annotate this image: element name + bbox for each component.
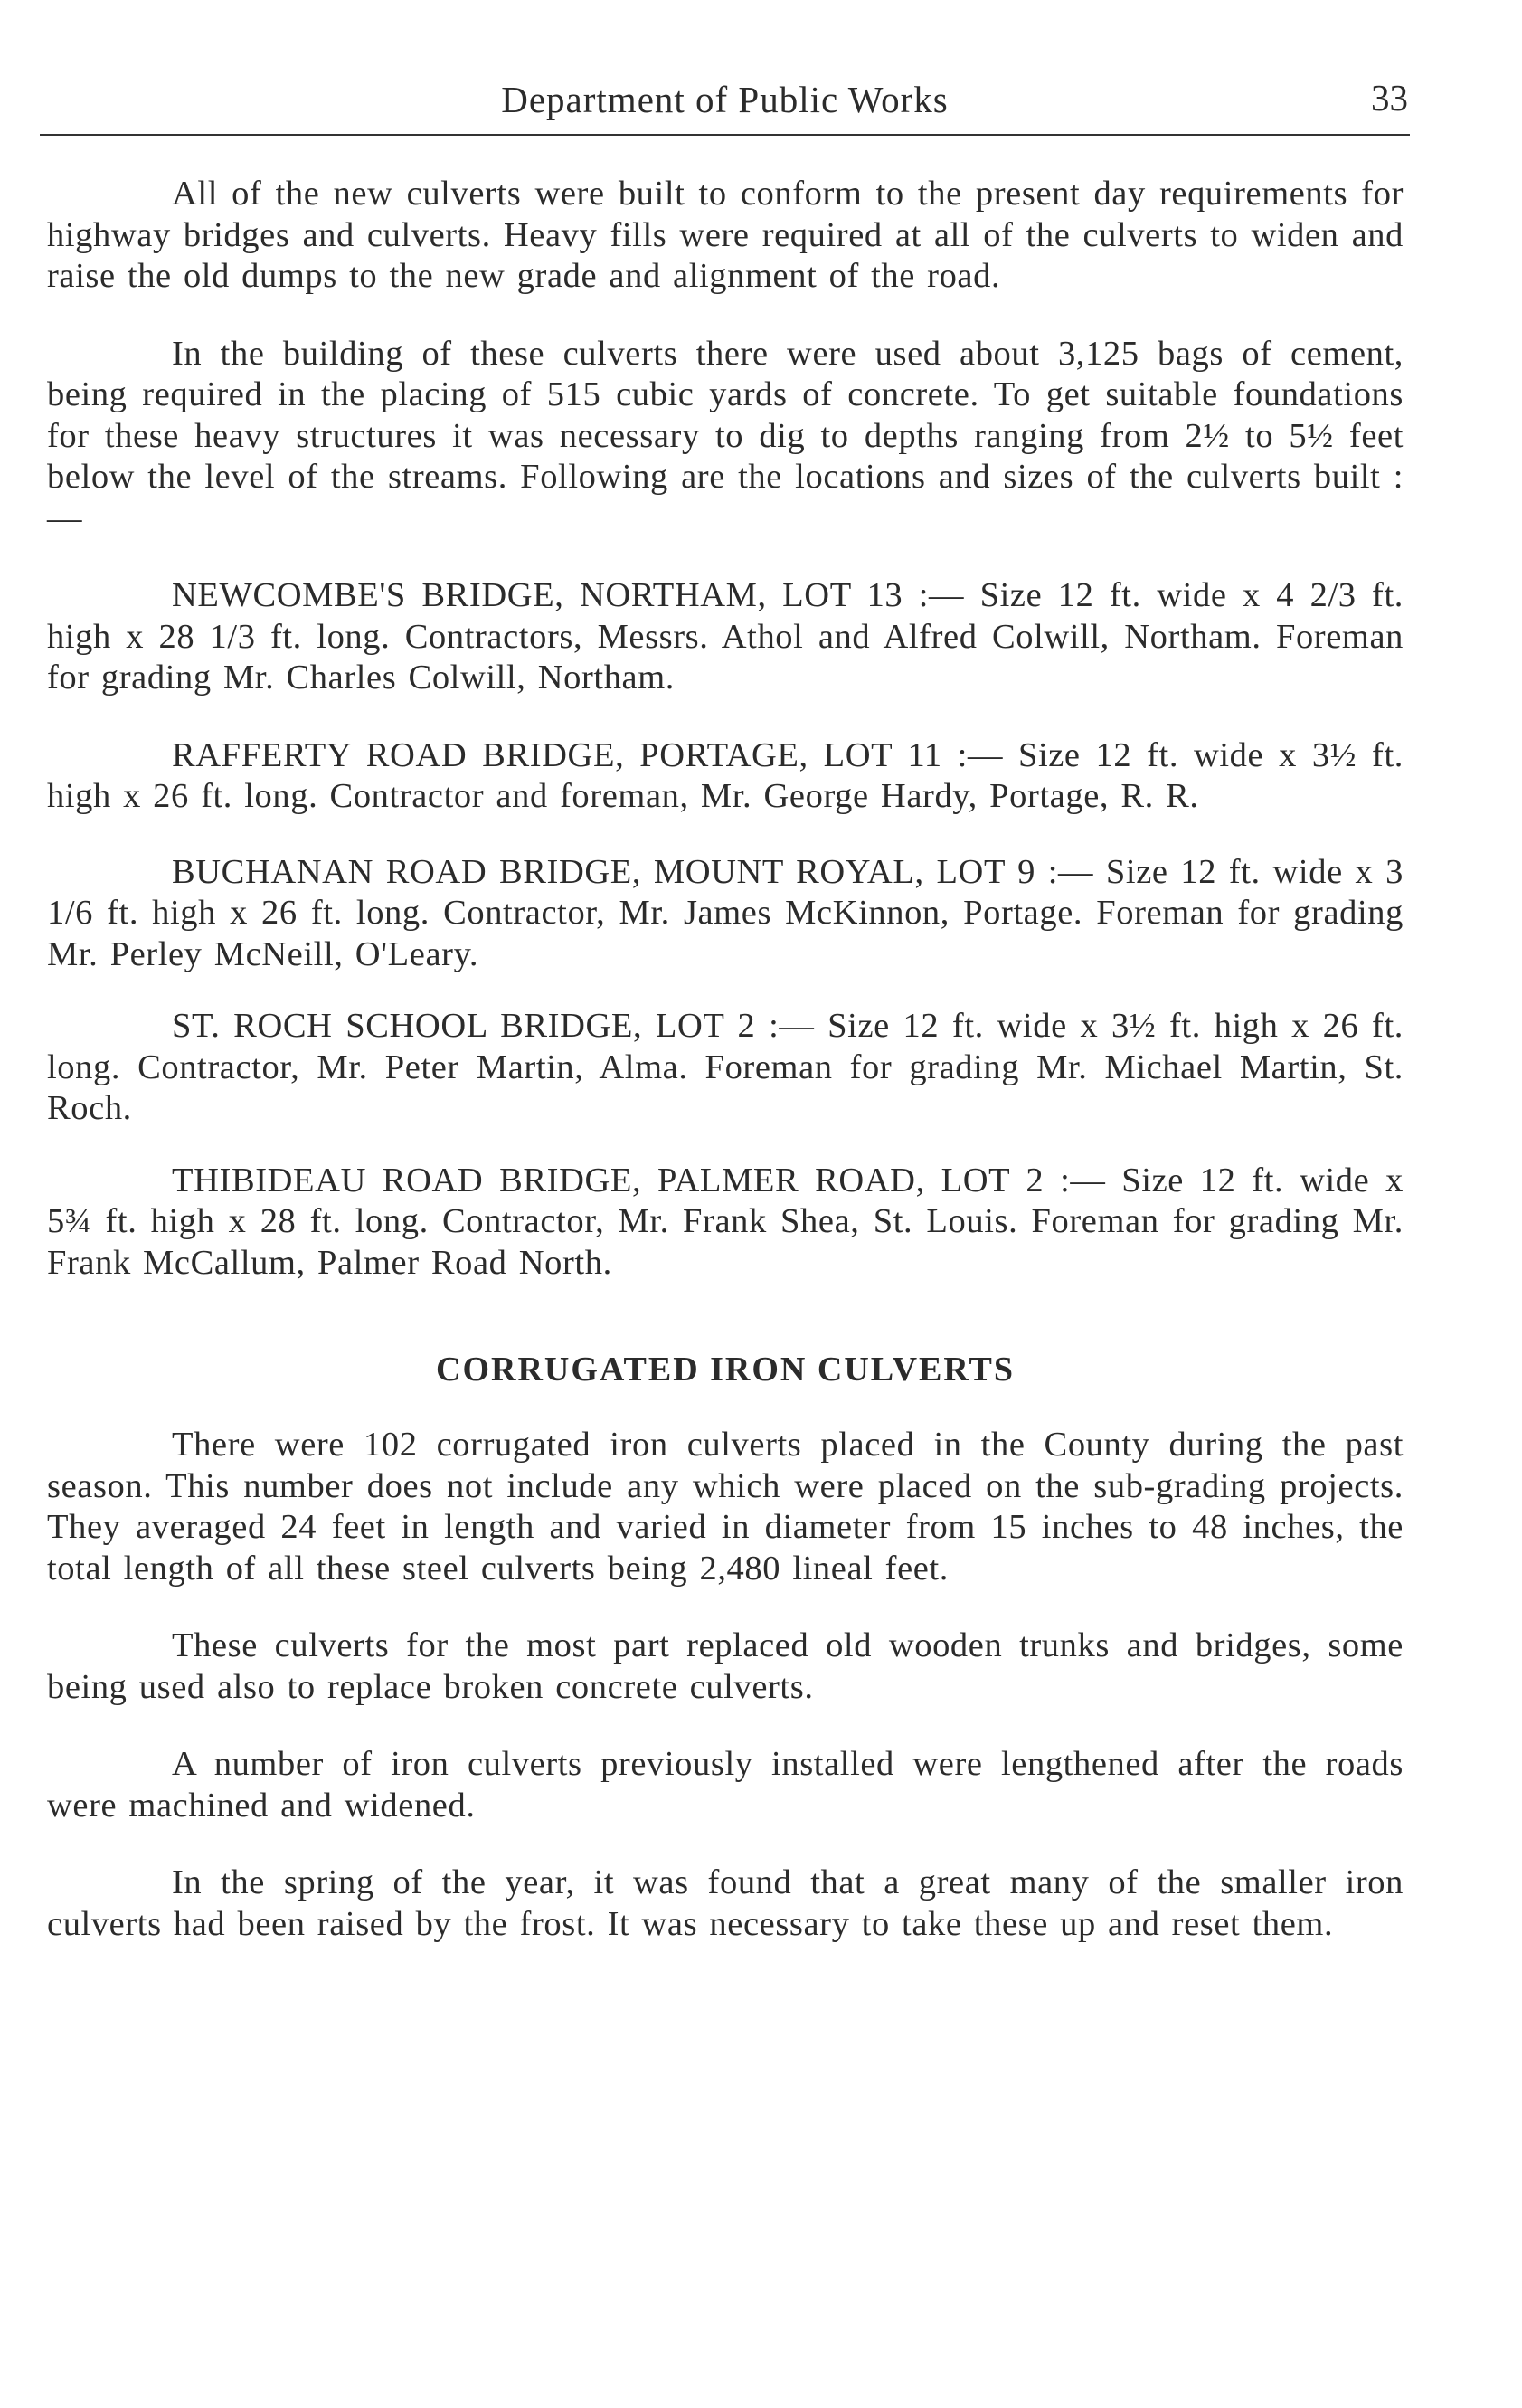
running-header <box>40 71 1410 125</box>
section-heading: CORRUGATED IRON CULVERTS <box>436 1351 1015 1389</box>
paragraph-replaced-wooden-trunks: These culverts for the most part replaced old wooden trunks and bridges, some being used also to replace broken concrete culverts. <box>47 1626 1404 1706</box>
paragraph-lengthened-culverts: A number of iron culverts previously installed were lengthened after the roads were machined and widened. <box>47 1745 1404 1825</box>
page-number: 33 <box>1371 77 1408 119</box>
paragraph-buchanan-road-bridge: BUCHANAN ROAD BRIDGE, MOUNT ROYAL, LOT 9 :— Size 12 ft. wide x 3 1/6 ft. high x 26 ft. long. Contractor, Mr. James McKinnon, Portage. Foreman for grading Mr. Perley McNeill, O'Leary. <box>47 852 1404 973</box>
paragraph-thibideau-road-bridge: THIBIDEAU ROAD BRIDGE, PALMER ROAD, LOT 2 :— Size 12 ft. wide x 5¾ ft. high x 28 ft. long. Contractor, Mr. Frank Shea, St. Louis. Foreman for grading Mr. Frank McCallum, Palmer Road North. <box>47 1161 1404 1282</box>
paragraph-corrugated-culvert-count: There were 102 corrugated iron culverts placed in the County during the past season. This number does not include any which were placed on the sub-grading projects. They averaged 24 feet in length and varied in diameter from 15 inches to 48 inches, the total length of all these steel culverts being 2,480 lineal feet. <box>47 1426 1404 1588</box>
paragraph-st-roch-school-bridge: ST. ROCH SCHOOL BRIDGE, LOT 2 :— Size 12 ft. wide x 3½ ft. high x 26 ft. long. Contractor, Mr. Peter Martin, Alma. Foreman for grading Mr. Michael Martin, St. Roch. <box>47 1007 1404 1127</box>
paragraph-rafferty-road-bridge: RAFFERTY ROAD BRIDGE, PORTAGE, LOT 11 :— Size 12 ft. wide x 3½ ft. high x 26 ft. long. Contractor and foreman, Mr. George Hardy, Portage, R. R. <box>47 735 1404 815</box>
paragraph-culvert-requirements: All of the new culverts were built to conform to the present day requirements for highway bridges and culverts. Heavy fills were required at all of the culverts to widen and raise the old dumps to the new grade and alignment of the road. <box>47 175 1404 295</box>
paragraph-cement-quantities: In the building of these culverts there were used about 3,125 bags of cement, being required in the placing of 515 cubic yards of concrete. To get suitable foundations for these heavy structures it was necessary to dig to depths ranging from 2½ to 5½ feet below the level of the streams. Following are the locations and sizes of the culverts built :— <box>47 334 1404 537</box>
header-divider <box>40 134 1410 136</box>
paragraph-newcombes-bridge: NEWCOMBE'S BRIDGE, NORTHAM, LOT 13 :— Size 12 ft. wide x 4 2/3 ft. high x 28 1/3 ft. long. Contractors, Messrs. Athol and Alfred Colwill, Northam. Foreman for grading Mr. Charles Colwill, Northam. <box>47 576 1404 697</box>
body-text <box>47 174 1404 1945</box>
header-title: Department of Public Works <box>501 79 949 120</box>
paragraph-frost-raised-culverts: In the spring of the year, it was found that a great many of the smaller iron culverts had been raised by the frost. It was necessary to take these up and reset them. <box>47 1863 1404 1943</box>
